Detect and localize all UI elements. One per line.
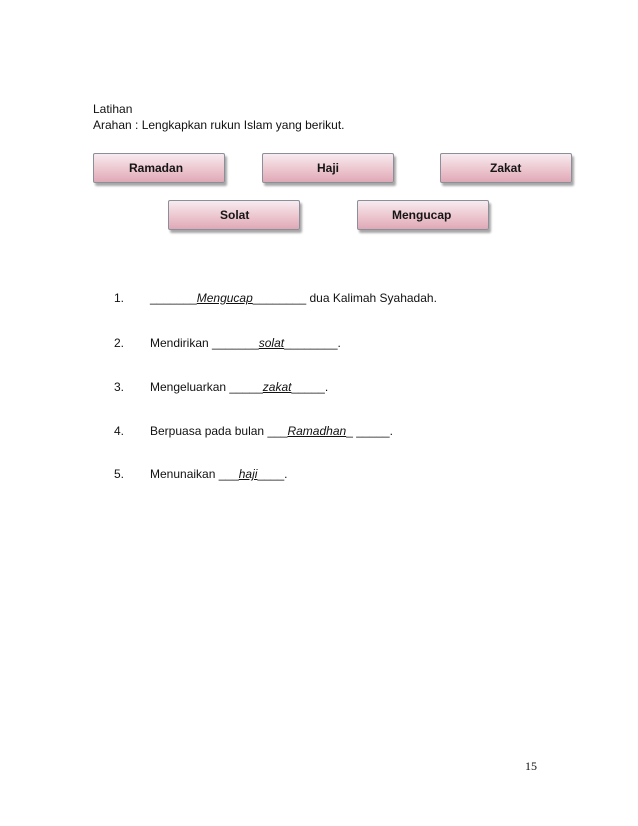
- question-number: 2.: [114, 336, 125, 350]
- question-lead-text: Mendirikan: [150, 336, 213, 350]
- question-text: [150, 467, 287, 481]
- word-box-haji: Haji: [262, 153, 394, 183]
- answer-blank-right: _____: [291, 380, 325, 394]
- question-number: 4.: [114, 424, 125, 438]
- question-tail-text: dua Kalimah Syahadah.: [306, 291, 437, 305]
- word-box-zakat: Zakat: [440, 153, 572, 183]
- word-box-ramadan: Ramadan: [93, 153, 225, 183]
- answer-blank-right: _ _____: [346, 424, 390, 438]
- word-box-mengucap: Mengucap: [357, 200, 489, 230]
- answer-blank-left: ___: [267, 424, 288, 438]
- question-text: [150, 380, 328, 394]
- question-lead-text: Mengeluarkan: [150, 380, 230, 394]
- instruction-text: Arahan : Lengkapkan rukun Islam yang berikut.: [93, 118, 345, 132]
- question-number: 3.: [114, 380, 125, 394]
- answer-blank-right: ________: [284, 336, 338, 350]
- page-number: 15: [525, 759, 537, 773]
- word-box-solat: Solat: [168, 200, 300, 230]
- question-tail-text: .: [389, 424, 393, 438]
- answer-text: Mengucap: [196, 291, 253, 305]
- answer-blank-right: ____: [257, 467, 285, 481]
- exercise-title: Latihan: [93, 102, 133, 116]
- question-tail-text: .: [284, 467, 288, 481]
- answer-blank-right: ________: [252, 291, 307, 305]
- question-text: [150, 291, 437, 305]
- answer-text: haji: [238, 467, 258, 481]
- answer-text: solat: [258, 336, 285, 350]
- answer-text: Ramadhan: [287, 424, 347, 438]
- question-lead-text: Berpuasa pada bulan: [150, 424, 268, 438]
- question-number: 5.: [114, 467, 125, 481]
- question-lead-text: Menunaikan: [150, 467, 219, 481]
- question-number: 1.: [114, 291, 125, 305]
- answer-blank-left: _______: [150, 291, 197, 305]
- question-text: [150, 424, 393, 438]
- question-text: [150, 336, 341, 350]
- answer-blank-left: _______: [212, 336, 259, 350]
- answer-blank-left: ___: [218, 467, 239, 481]
- answer-blank-left: _____: [229, 380, 263, 394]
- answer-text: zakat: [262, 380, 292, 394]
- question-tail-text: .: [324, 380, 329, 394]
- question-tail-text: .: [337, 336, 341, 350]
